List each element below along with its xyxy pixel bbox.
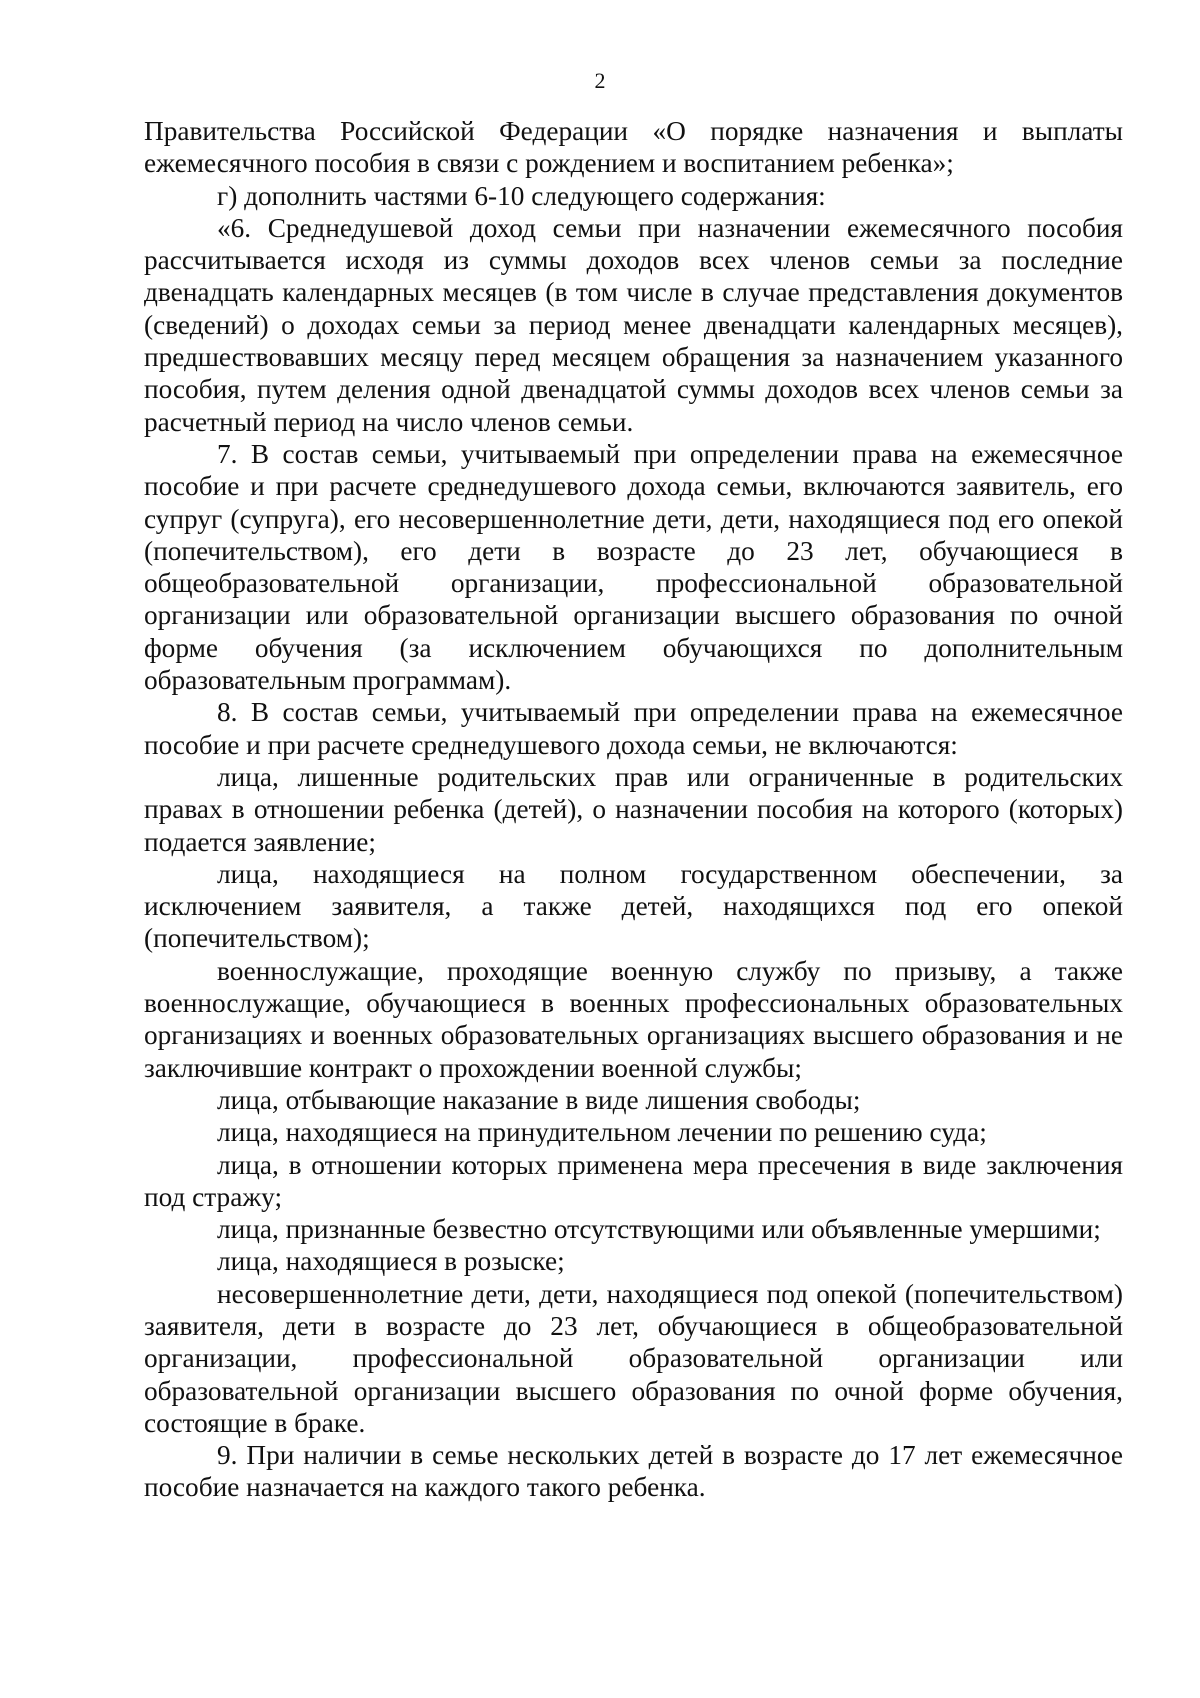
paragraph-part-9: 9. При наличии в семье нескольких детей в возрасте до 17 лет ежемесячное пособие назначается на каждого такого ребенка. xyxy=(144,1440,1123,1503)
list-item-married-minors: несовершеннолетние дети, дети, находящиеся под опекой (попечительством) заявителя, дети в возрасте до 23 лет, обучающиеся в общеобразовательной организации, профессиональной образовательной организации или образовательной организации высшего образования по очной форме обучения, состоящие в браке. xyxy=(144,1278,1123,1438)
paragraph-part-7: 7. В состав семьи, учитываемый при определении права на ежемесячное пособие и при расчете среднедушевого дохода семьи, включаются заявитель, его супруг (супруга), его несовершеннолетние дети, дети, находящиеся под его опекой (попечительством), его дети в возрасте до 23 лет, обучающиеся в общеобразовательной организации, профессиональной образовательной организации или образовательной организации высшего образования по очной форме обучения (за исключением обучающихся по дополнительным образовательным программам). xyxy=(144,438,1123,696)
list-item-compulsory-treatment: лица, находящиеся на принудительном лечении по решению суда; xyxy=(217,1117,987,1148)
list-item-imprisoned: лица, отбывающие наказание в виде лишения свободы; xyxy=(217,1084,861,1115)
list-item-deprived-rights: лица, лишенные родительских прав или ограниченные в родительских правах в отношении ребенка (детей), о назначении пособия на которого (которых) подается заявление; xyxy=(144,761,1123,857)
document-body xyxy=(144,115,1123,1504)
paragraph-amendment-g: г) дополнить частями 6-10 следующего содержания: xyxy=(217,180,826,211)
paragraph-part-8: 8. В состав семьи, учитываемый при определении права на ежемесячное пособие и при расчете среднедушевого дохода семьи, не включаются: xyxy=(144,697,1123,760)
list-item-wanted: лица, находящиеся в розыске; xyxy=(217,1246,565,1277)
list-item-state-support: лица, находящиеся на полном государственном обеспечении, за исключением заявителя, а также детей, находящихся под его опекой (попечительством); xyxy=(144,858,1123,954)
paragraph-continuation: Правительства Российской Федерации «О порядке назначения и выплаты ежемесячного пособия в связи с рождением и воспитанием ребенка»; xyxy=(144,116,1123,179)
list-item-military: военнослужащие, проходящие военную службу по призыву, а также военнослужащие, обучающиеся в военных профессиональных образовательных организациях и военных образовательных организациях высшего образования и не заключившие контракт о прохождении военной службы; xyxy=(144,955,1123,1083)
list-item-custody: лица, в отношении которых применена мера пресечения в виде заключения под стражу; xyxy=(144,1149,1123,1212)
page-number: 2 xyxy=(594,68,606,93)
list-item-missing-deceased: лица, признанные безвестно отсутствующими или объявленные умершими; xyxy=(217,1214,1101,1245)
paragraph-part-6: «6. Среднедушевой доход семьи при назначении ежемесячного пособия рассчитывается исходя из суммы доходов всех членов семьи за последние двенадцать календарных месяцев (в том числе в случае представления документов (сведений) о доходах семьи за период менее двенадцати календарных месяцев), предшествовавших месяцу перед месяцем обращения за назначением указанного пособия, путем деления одной двенадцатой суммы доходов всех членов семьи за расчетный период на число членов семьи. xyxy=(144,212,1123,437)
